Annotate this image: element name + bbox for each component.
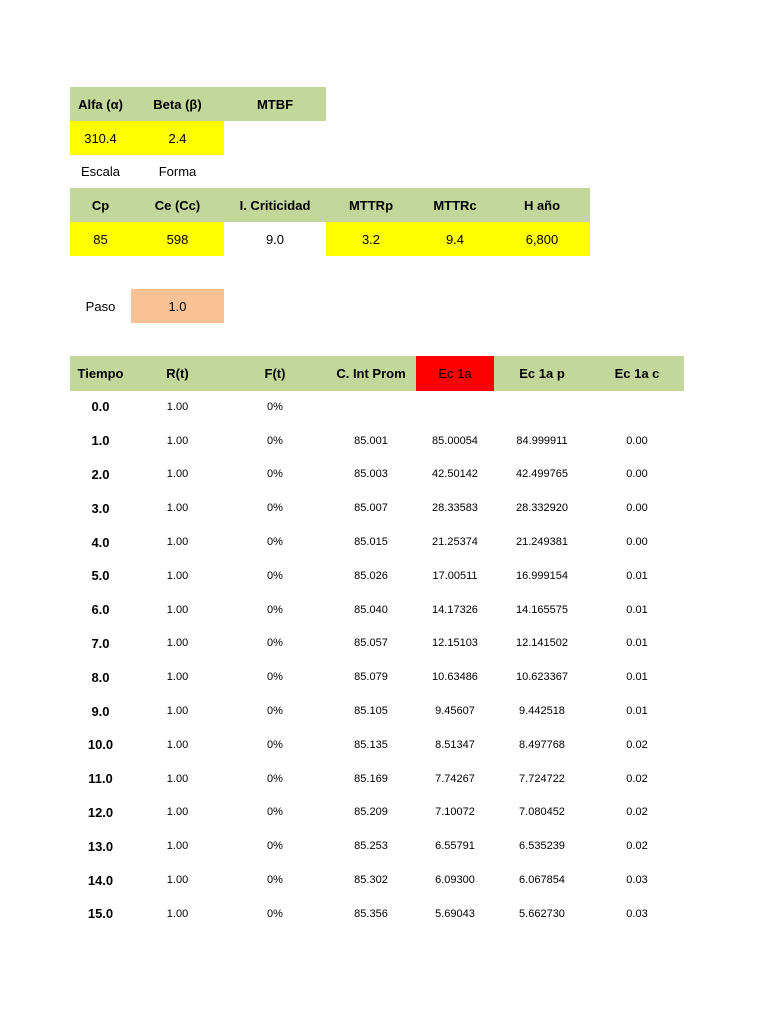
col-header-tiempo: Tiempo — [70, 356, 131, 391]
cell-ec1ac[interactable]: 0.00 — [626, 434, 648, 447]
cell-tiempo[interactable]: 3.0 — [91, 500, 110, 516]
cell-ec1ac[interactable]: 0.00 — [626, 502, 648, 515]
cell-ec1ac[interactable]: 0.02 — [626, 738, 648, 751]
cell-ec1a[interactable]: 6.55791 — [435, 840, 475, 853]
cell-ec1a[interactable]: 8.51347 — [435, 738, 475, 751]
cell-rt[interactable]: 1.00 — [166, 536, 189, 549]
cell-ec1a[interactable]: 5.69043 — [435, 907, 475, 920]
cell-tiempo[interactable]: 1.0 — [91, 433, 110, 449]
cell-ec1ap[interactable]: 8.497768 — [519, 738, 565, 751]
cell-ec1ap[interactable]: 9.442518 — [519, 705, 565, 718]
cell-ec1a[interactable]: 12.15103 — [432, 637, 478, 650]
cell-tiempo[interactable]: 8.0 — [91, 669, 110, 685]
cell-ec1ap[interactable]: 14.165575 — [516, 603, 568, 616]
cell-cint[interactable]: 85.015 — [354, 536, 388, 549]
cell-ec1ap[interactable]: 16.999154 — [516, 569, 568, 582]
cell-ft[interactable]: 0% — [267, 738, 283, 751]
cell-tiempo[interactable]: 10.0 — [87, 737, 114, 753]
cell-rt[interactable]: 1.00 — [166, 468, 189, 481]
cell-ec1a[interactable] — [416, 390, 494, 424]
cell-ec1ap[interactable]: 28.332920 — [516, 502, 568, 515]
cell-rt[interactable]: 1.00 — [166, 907, 189, 920]
cell-cint[interactable]: 85.356 — [354, 907, 388, 920]
cell-rt[interactable]: 1.00 — [166, 874, 189, 887]
cell-cint[interactable]: 85.026 — [354, 569, 388, 582]
cell-tiempo[interactable]: 6.0 — [91, 602, 110, 618]
cell-ec1ac[interactable]: 0.02 — [626, 840, 648, 853]
cell-ft[interactable]: 0% — [267, 806, 283, 819]
col-header-ft: F(t) — [224, 356, 326, 391]
cell-cint[interactable]: 85.079 — [354, 671, 388, 684]
cell-ec1ac[interactable]: 0.02 — [626, 772, 648, 785]
cell-ec1ac[interactable]: 0.01 — [626, 671, 648, 684]
cell-tiempo[interactable]: 14.0 — [87, 872, 114, 888]
cell-ec1ap[interactable]: 6.067854 — [519, 874, 565, 887]
cell-ft[interactable]: 0% — [267, 705, 283, 718]
cell-ec1ac[interactable]: 0.00 — [626, 468, 648, 481]
cell-cint[interactable] — [326, 390, 416, 424]
cp-header: Cp — [70, 188, 131, 222]
mttrp-header: MTTRp — [326, 188, 416, 222]
paso-label: Paso — [85, 298, 116, 314]
cell-rt[interactable]: 1.00 — [166, 705, 189, 718]
cell-ft[interactable]: 0% — [267, 400, 283, 413]
cell-ec1a[interactable]: 17.00511 — [432, 569, 478, 582]
cell-rt[interactable]: 1.00 — [166, 806, 189, 819]
hano-value[interactable]: 6,800 — [494, 222, 590, 256]
cell-ec1ap[interactable]: 42.499765 — [516, 468, 568, 481]
cell-ft[interactable]: 0% — [267, 536, 283, 549]
cell-ec1ap[interactable]: 10.623367 — [516, 671, 568, 684]
cell-cint[interactable]: 85.040 — [354, 603, 388, 616]
cell-cint[interactable]: 85.007 — [354, 502, 388, 515]
cell-ec1ac[interactable]: 0.03 — [626, 907, 648, 920]
cell-cint[interactable]: 85.209 — [354, 806, 388, 819]
cell-ec1ac[interactable]: 0.01 — [626, 637, 648, 650]
cell-ec1a[interactable]: 7.74267 — [435, 772, 475, 785]
cell-rt[interactable]: 1.00 — [166, 840, 189, 853]
cell-ft[interactable]: 0% — [267, 434, 283, 447]
cell-ft[interactable]: 0% — [267, 569, 283, 582]
cell-ec1a[interactable]: 21.25374 — [432, 536, 478, 549]
cell-tiempo[interactable]: 13.0 — [87, 838, 114, 854]
cell-tiempo[interactable]: 15.0 — [87, 906, 114, 922]
cell-ft[interactable]: 0% — [267, 502, 283, 515]
cell-ec1ap[interactable] — [494, 390, 590, 424]
cell-rt[interactable]: 1.00 — [166, 738, 189, 751]
ce-value[interactable]: 598 — [131, 222, 224, 256]
cell-rt[interactable]: 1.00 — [166, 502, 189, 515]
alfa-value[interactable]: 310.4 — [70, 121, 131, 155]
cell-rt[interactable]: 1.00 — [166, 671, 189, 684]
cell-tiempo[interactable]: 2.0 — [91, 466, 110, 482]
cell-ec1ac[interactable]: 0.01 — [626, 705, 648, 718]
cell-ft[interactable]: 0% — [267, 468, 283, 481]
cell-rt[interactable]: 1.00 — [166, 603, 189, 616]
mttrc-value[interactable]: 9.4 — [416, 222, 494, 256]
cell-ft[interactable]: 0% — [267, 874, 283, 887]
cell-ec1a[interactable]: 9.45607 — [435, 705, 475, 718]
cell-rt[interactable]: 1.00 — [166, 772, 189, 785]
cell-cint[interactable]: 85.253 — [354, 840, 388, 853]
criticidad-value: 9.0 — [265, 231, 285, 247]
cell-tiempo[interactable]: 11.0 — [88, 771, 113, 787]
cell-ec1a[interactable]: 28.33583 — [432, 502, 478, 515]
col-header-ec1ac: Ec 1a c — [590, 356, 684, 391]
cell-cint[interactable]: 85.135 — [354, 738, 388, 751]
mtbf-header: MTBF — [224, 87, 326, 121]
cell-tiempo[interactable]: 9.0 — [91, 703, 110, 719]
beta-value[interactable]: 2.4 — [131, 121, 224, 155]
cp-value[interactable]: 85 — [70, 222, 131, 256]
col-header-cint: C. Int Prom — [326, 356, 416, 391]
cell-ec1ap[interactable]: 12.141502 — [516, 637, 568, 650]
criticidad-header: I. Criticidad — [224, 188, 326, 222]
cell-ft[interactable]: 0% — [267, 671, 283, 684]
cell-tiempo[interactable]: 7.0 — [91, 635, 110, 651]
cell-ec1a[interactable]: 42.50142 — [432, 468, 478, 481]
cell-ec1ac[interactable]: 0.00 — [626, 536, 648, 549]
escala-label: Escala — [80, 164, 121, 179]
cell-ec1a[interactable]: 85.00054 — [432, 434, 478, 447]
cell-ec1a[interactable]: 10.63486 — [432, 671, 478, 684]
cell-rt[interactable]: 1.00 — [166, 400, 189, 413]
cell-ec1ac[interactable]: 0.03 — [626, 874, 648, 887]
cell-ec1ac[interactable]: 0.01 — [626, 603, 648, 616]
cell-rt[interactable]: 1.00 — [166, 637, 189, 650]
cell-ft[interactable]: 0% — [267, 637, 283, 650]
cell-ft[interactable]: 0% — [267, 772, 283, 785]
cell-cint[interactable]: 85.001 — [354, 434, 388, 447]
cell-ec1ac[interactable]: 0.01 — [626, 569, 648, 582]
beta-header: Beta (β) — [131, 87, 224, 121]
cell-cint[interactable]: 85.057 — [354, 637, 388, 650]
forma-label: Forma — [158, 164, 197, 179]
cell-ec1a[interactable]: 7.10072 — [435, 806, 475, 819]
cell-tiempo[interactable]: 12.0 — [87, 804, 114, 820]
cell-ec1a[interactable]: 14.17326 — [432, 603, 478, 616]
cell-ec1ap[interactable]: 7.080452 — [519, 806, 565, 819]
cell-tiempo[interactable]: 4.0 — [91, 534, 110, 550]
ce-header: Ce (Cc) — [131, 188, 224, 222]
alfa-header: Alfa (α) — [70, 87, 131, 121]
cell-tiempo[interactable]: 0.0 — [91, 399, 110, 415]
mttrc-header: MTTRc — [416, 188, 494, 222]
cell-cint[interactable]: 85.169 — [354, 772, 388, 785]
cell-cint[interactable]: 85.105 — [354, 705, 388, 718]
cell-ec1ac[interactable] — [590, 390, 684, 424]
cell-ec1ap[interactable]: 5.662730 — [519, 907, 565, 920]
cell-ec1ap[interactable]: 7.724722 — [519, 772, 565, 785]
cell-ft[interactable]: 0% — [267, 603, 283, 616]
cell-cint[interactable]: 85.302 — [354, 874, 388, 887]
hano-header: H año — [494, 188, 590, 222]
cell-ft[interactable]: 0% — [267, 907, 283, 920]
col-header-ec1a: Ec 1a — [416, 356, 494, 391]
cell-rt[interactable]: 1.00 — [166, 569, 189, 582]
cell-rt[interactable]: 1.00 — [166, 434, 189, 447]
paso-value[interactable]: 1.0 — [131, 289, 224, 323]
cell-ec1ac[interactable]: 0.02 — [626, 806, 648, 819]
cell-ec1ap[interactable]: 21.249381 — [516, 536, 568, 549]
col-header-ec1ap: Ec 1a p — [494, 356, 590, 391]
cell-ft[interactable]: 0% — [267, 840, 283, 853]
cell-ec1ap[interactable]: 84.999911 — [516, 434, 568, 447]
cell-cint[interactable]: 85.003 — [354, 468, 388, 481]
mttrp-value[interactable]: 3.2 — [326, 222, 416, 256]
cell-ec1a[interactable]: 6.09300 — [435, 874, 475, 887]
cell-ec1ap[interactable]: 6.535239 — [519, 840, 565, 853]
cell-tiempo[interactable]: 5.0 — [91, 568, 110, 584]
col-header-rt: R(t) — [131, 356, 224, 391]
